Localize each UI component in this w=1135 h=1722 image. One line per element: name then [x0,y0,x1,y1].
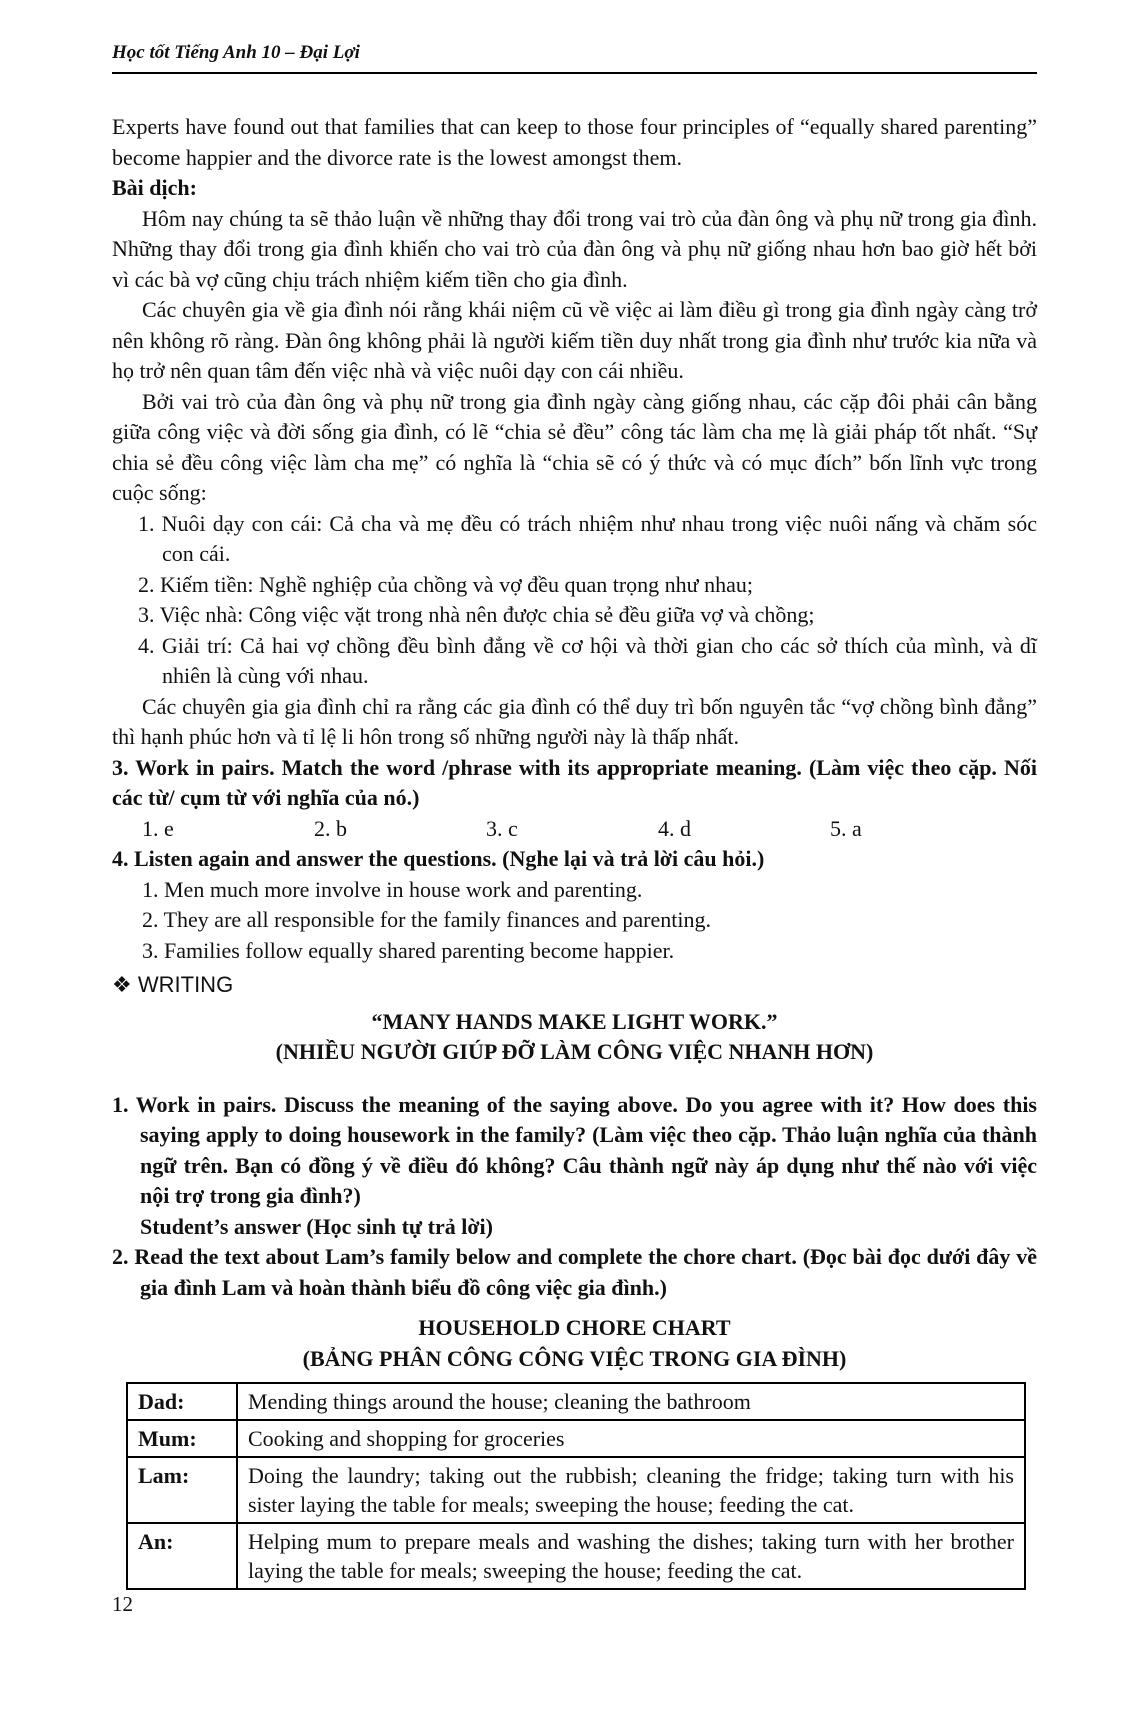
answer-item: 2. b [314,815,347,841]
answer-item: 3. Families follow equally shared parenting become happier. [142,937,675,963]
list-item: 3. Việc nhà: Công việc vặt trong nhà nên được chia sẻ đều giữa vợ và chồng; [138,602,815,627]
intro-paragraph: Experts have found out that families that can keep to those four principles of “equally shared parenting” become happier and the divorce rate is the lowest amongst them. [112,114,1037,170]
writing-question-1: 1. Work in pairs. Discuss the meaning of the saying above. Do you agree with it? How does this saying apply to doing housework in the family? (Làm việc theo cặp. Thảo luận nghĩa của thành ngữ trên. Bạn có đồng ý về điều đó không? Câu thành ngữ này áp dụng như thế nào với việc nội trợ trong gia đình?) [112,1091,1037,1208]
answer-item: 3. c [486,815,518,841]
saying: “MANY HANDS MAKE LIGHT WORK.” [371,1008,778,1034]
writing-question-2: 2. Read the text about Lam’s family below and complete the chore chart. (Đọc bài đọc dưới đây về gia đình Lam và hoàn thành biểu đồ công việc gia đình.) [112,1244,1037,1300]
table-cell-chores: Doing the laundry; taking out the rubbish; cleaning the fridge; taking turn with his sister laying the table for meals; sweeping the house; feeding the cat. [237,1457,1025,1523]
exercise3-answers [112,814,1037,845]
saying-translation: (NHIỀU NGƯỜI GIÚP ĐỠ LÀM CÔNG VIỆC NHANH HƠN) [275,1039,874,1064]
table-cell-person: Mum: [127,1420,237,1457]
translation-paragraph: Bởi vai trò của đàn ông và phụ nữ trong gia đình ngày càng giống nhau, các cặp đôi phải cân bằng giữa công việc và đời sống gia đình, có lẽ “chia sẻ đều” công tác làm cha mẹ là giải pháp tốt nhất. “Sự chia sẻ đều công việc làm cha mẹ” có nghĩa là “chia sẽ có ý thức và có mục đích” bốn lĩnh vực trong cuộc sống: [112,388,1037,505]
list-item: 4. Giải trí: Cả hai vợ chồng đều bình đẳng về cơ hội và thời gian cho các sở thích của mình, và dĩ nhiên là cùng với nhau. [138,632,1037,688]
table-row [127,1457,1025,1523]
answer-item: 2. They are all responsible for the family finances and parenting. [142,907,711,932]
answer-item: 1. e [142,815,174,841]
exercise3-title: 3. Work in pairs. Match the word /phrase with its appropriate meaning. (Làm việc theo cặp. Nối các từ/ cụm từ với nghĩa của nó.) [112,754,1037,810]
table-row [127,1383,1025,1420]
table-row [127,1420,1025,1457]
table-row [127,1523,1025,1589]
diamond-bullet-icon: ❖ [112,972,132,997]
page-header [112,38,1037,74]
section-label: WRITING [137,972,234,997]
table-cell-chores: Mending things around the house; cleaning the bathroom [237,1383,1025,1420]
table-cell-chores: Cooking and shopping for groceries [237,1420,1025,1457]
writing-question-1-answer: Student’s answer (Học sinh tự trả lời) [140,1213,493,1239]
exercise4-answers [112,875,1037,967]
writing-section-heading [112,970,1037,1001]
translation-list [112,509,1037,692]
table-cell-chores: Helping mum to prepare meals and washing the dishes; taking turn with her brother laying the table for meals; sweeping the house; feeding the cat. [237,1523,1025,1589]
answer-item: 4. d [658,815,691,841]
answer-item: 1. Men much more involve in house work and parenting. [142,876,643,902]
list-item: 2. Kiếm tiền: Nghề nghiệp của chồng và vợ đều quan trọng như nhau; [138,571,753,597]
table-cell-person: Lam: [127,1457,237,1523]
answer-item: 5. a [830,815,862,841]
exercise4-title: 4. Listen again and answer the questions. (Nghe lại và trả lời câu hỏi.) [112,846,765,871]
translation-closing: Các chuyên gia gia đình chỉ ra rằng các gia đình có thể duy trì bốn nguyên tắc “vợ chồng bình đẳng” thì hạnh phúc hơn và tỉ lệ li hôn trong số những người này là thấp nhất. [112,693,1037,749]
translation-paragraph: Các chuyên gia về gia đình nói rằng khái niệm cũ về việc ai làm điều gì trong gia đình ngày càng trở nên không rõ ràng. Đàn ông không phải là người kiếm tiền duy nhất trong gia đình như trước kia nữa và họ trở nên quan tâm đến việc nhà và việc nuôi dạy con cái nhiều. [112,297,1037,383]
page-number: 12 [112,1592,133,1616]
chart-title: HOUSEHOLD CHORE CHART [418,1315,731,1340]
chore-chart-table [126,1382,1026,1590]
translation-heading: Bài dịch: [112,175,197,200]
page-content [112,112,1037,1590]
list-item: 1. Nuôi dạy con cái: Cả cha và mẹ đều có trách nhiệm như nhau trong việc nuôi nấng và chăm sóc con cái. [138,510,1037,566]
header-title: Học tốt Tiếng Anh 10 – Đại Lợi [112,42,360,63]
translation-paragraph: Hôm nay chúng ta sẽ thảo luận về những thay đổi trong vai trò của đàn ông và phụ nữ trong gia đình. Những thay đổi trong gia đình khiến cho vai trò của đàn ông và phụ nữ giống nhau hơn bao giờ hết bởi vì các bà vợ cũng chịu trách nhiệm kiếm tiền cho gia đình. [112,205,1037,292]
table-cell-person: An: [127,1523,237,1589]
table-cell-person: Dad: [127,1383,237,1420]
chart-subtitle: (BẢNG PHÂN CÔNG CÔNG VIỆC TRONG GIA ĐÌNH) [302,1345,847,1371]
